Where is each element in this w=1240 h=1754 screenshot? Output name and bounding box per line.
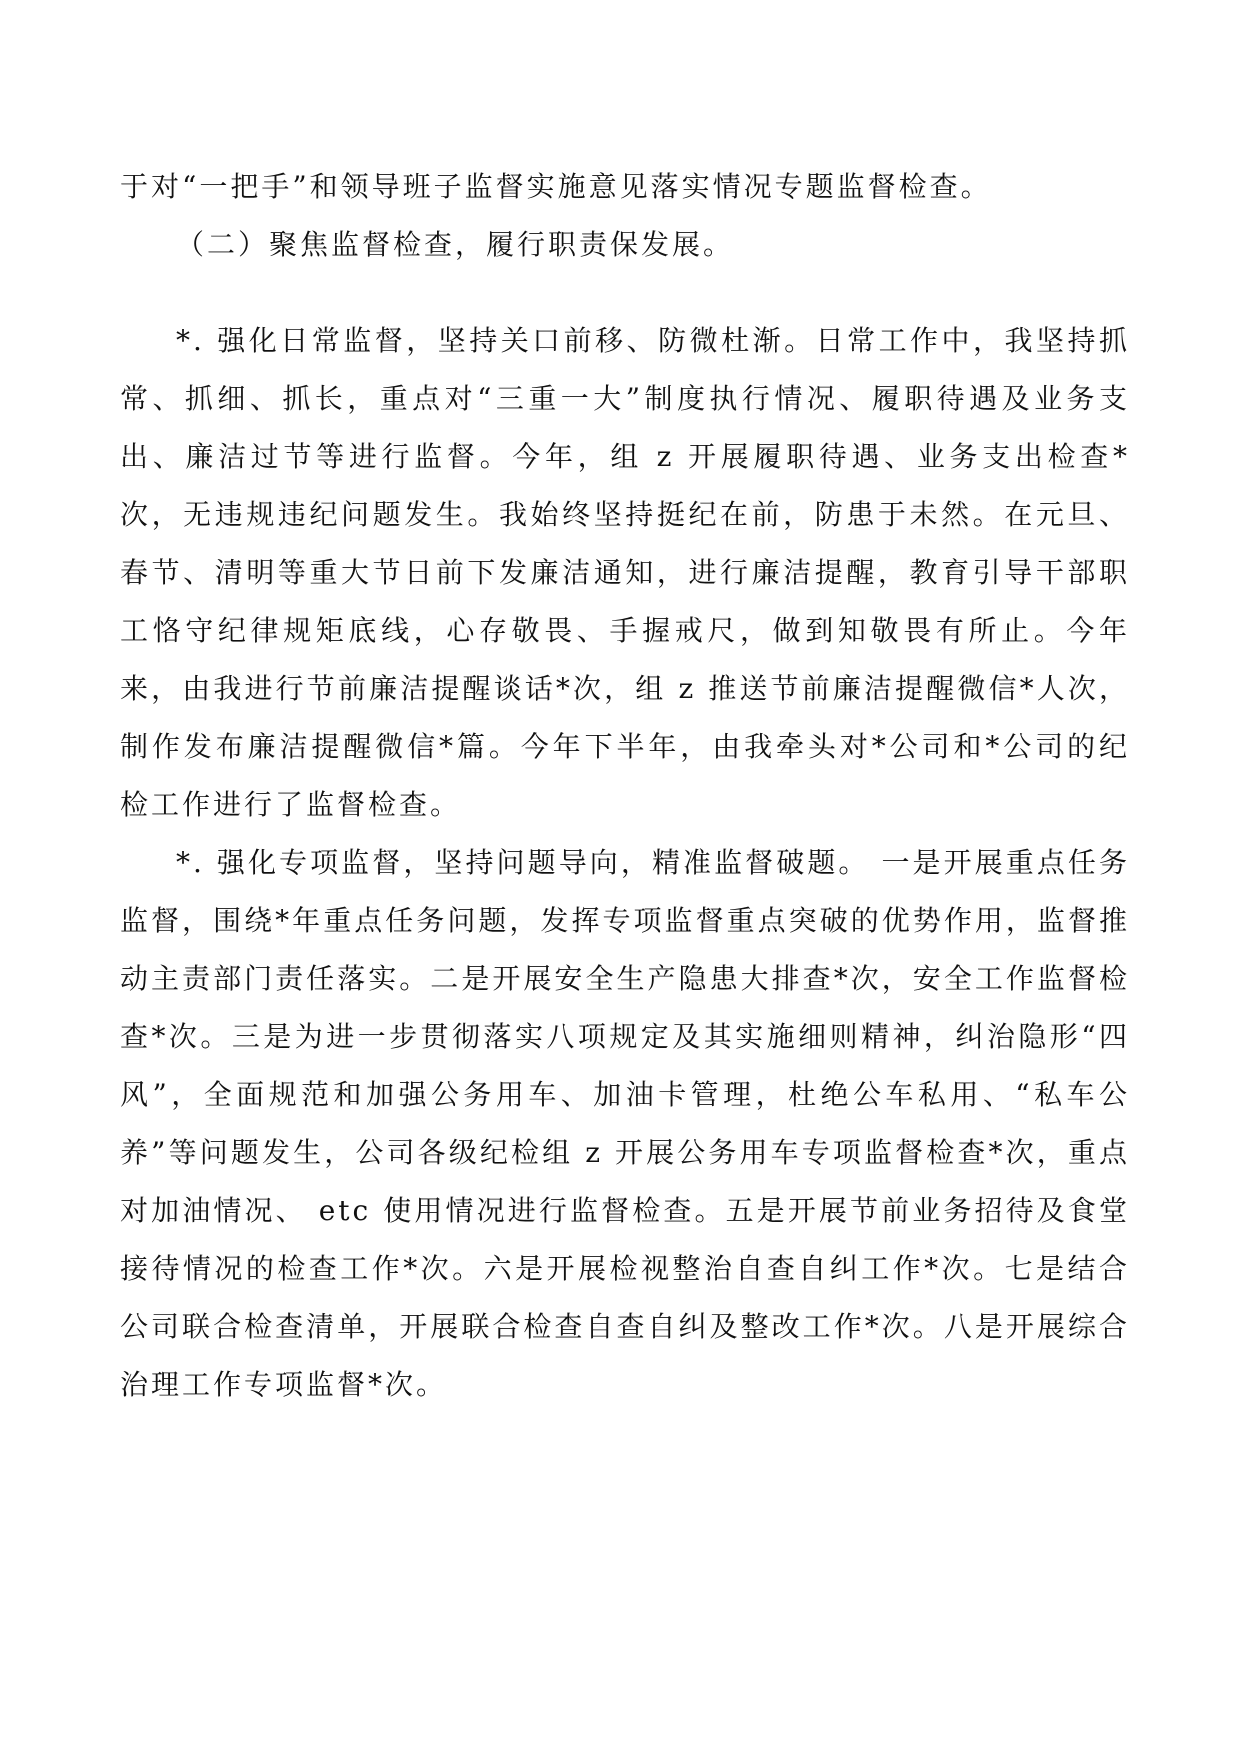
- paragraph-continuation: 于对“一把手”和领导班子监督实施意见落实情况专题监督检查。: [120, 170, 992, 203]
- section-heading: （二）聚焦监督检查，履行职责保发展。: [176, 228, 735, 261]
- paragraph-daily-supervision: *. 强化日常监督，坚持关口前移、防微杜渐。日常工作中，我坚持抓常、抓细、抓长，重点对“三重一大”制度执行情况、履职待遇及业务支出、廉洁过节等进行监督。今年，组 z 开展履职待遇、业务支出检查*次，无违规违纪问题发生。我始终坚持挺纪在前，防患于未然。在元旦、春节、清明等重大节日前下发廉洁通知，进行廉洁提醒，教育引导干部职工恪守纪律规矩底线，心存敬畏、手握戒尺，做到知敬畏有所止。今年来，由我进行节前廉洁提醒谈话*次，组 z 推送节前廉洁提醒微信*人次，制作发布廉洁提醒微信*篇。今年下半年，由我牵头对*公司和*公司的纪检工作进行了监督检查。: [120, 324, 1130, 821]
- paragraph-special-supervision: *. 强化专项监督，坚持问题导向，精准监督破题。 一是开展重点任务监督，围绕*年重点任务问题，发挥专项监督重点突破的优势作用，监督推动主责部门责任落实。二是开展安全生产隐患大排查*次，安全工作监督检查*次。三是为进一步贯彻落实八项规定及其实施细则精神，纠治隐形“四风”，全面规范和加强公务用车、加油卡管理，杜绝公车私用、“私车公养”等问题发生，公司各级纪检组 z 开展公务用车专项监督检查*次，重点对加油情况、 etc 使用情况进行监督检查。五是开展节前业务招待及食堂接待情况的检查工作*次。六是开展检视整治自查自纠工作*次。七是结合公司联合检查清单，开展联合检查自查自纠及整改工作*次。八是开展综合治理工作专项监督*次。: [120, 846, 1130, 1401]
